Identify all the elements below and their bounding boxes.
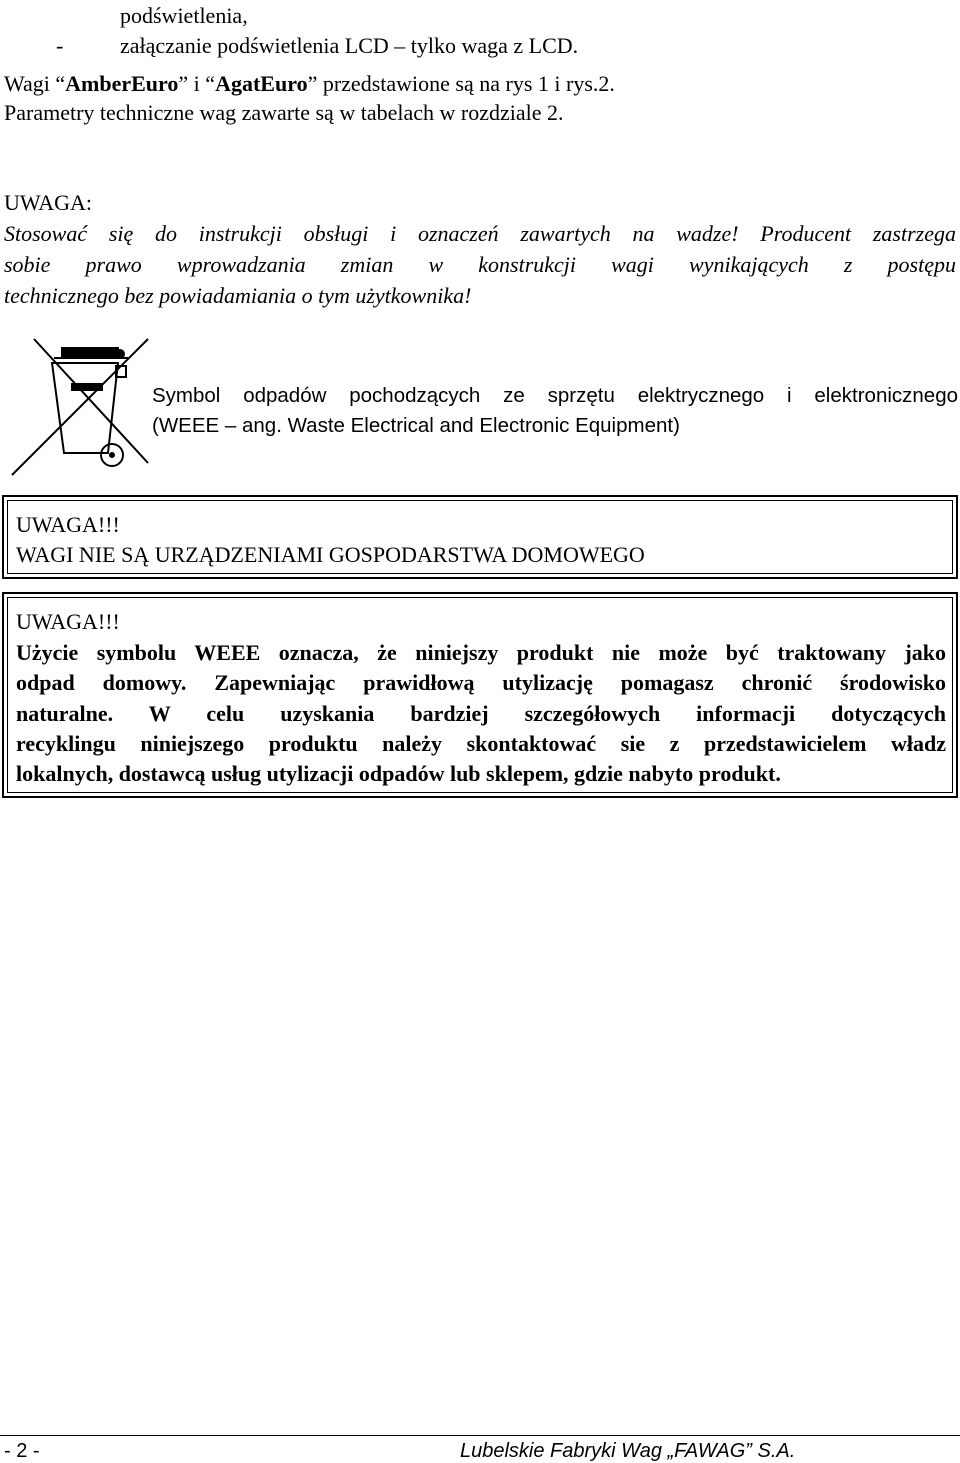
- models-prefix: Wagi “: [4, 71, 66, 96]
- footer-rule: [0, 1435, 960, 1436]
- page-number: - 2 -: [4, 1440, 40, 1462]
- models-suffix: ” przedstawione są na rys 1 i rys.2.: [307, 71, 615, 96]
- models-mid: ” i “: [178, 71, 216, 96]
- notice-box-heading: UWAGA!!!: [16, 609, 120, 634]
- notice-box-line: naturalne. W celu uzyskania bardziej szczegółowych informacji dotyczących: [16, 701, 946, 726]
- notice-box-line: recyklingu niniejszego produktu należy skontaktować sie z przedstawicielem władz: [16, 731, 946, 756]
- notice-box-line: Użycie symbolu WEEE oznacza, że niniejszy produkt nie może być traktowany jako: [16, 640, 946, 665]
- params-sentence: Parametry techniczne wag zawarte są w tabelach w rozdziale 2.: [4, 100, 564, 125]
- intro-line-1: podświetlenia,: [120, 3, 248, 28]
- warning-line: Stosować się do instrukcji obsługi i oznaczeń zawartych na wadze! Producent zastrzega: [4, 221, 956, 246]
- notice-box-text: WAGI NIE SĄ URZĄDZENIAMI GOSPODARSTWA DOMOWEGO: [16, 542, 645, 567]
- notice-box-line: lokalnych, dostawcą usług utylizacji odpadów lub sklepem, gdzie nabyto produkt.: [16, 761, 781, 786]
- notice-box-line: odpad domowy. Zapewniając prawidłową utylizację pomagasz chronić środowisko: [16, 670, 946, 695]
- weee-description-line-1: Symbol odpadów pochodzących ze sprzętu elektrycznego i elektronicznego: [152, 384, 958, 407]
- warning-heading: UWAGA:: [4, 190, 92, 215]
- weee-description-line-2: (WEEE – ang. Waste Electrical and Electronic Equipment): [152, 414, 680, 437]
- bullet-text: załączanie podświetlenia LCD – tylko waga z LCD.: [120, 33, 579, 58]
- footer-company: Lubelskie Fabryki Wag „FAWAG” S.A.: [460, 1440, 796, 1462]
- notice-box-weee: [2, 592, 958, 798]
- notice-box-heading: UWAGA!!!: [16, 512, 120, 537]
- bullet-dash: -: [56, 33, 64, 58]
- model-agat: AgatEuro: [215, 71, 308, 96]
- crossed-out-wheelie-bin-icon: [8, 335, 152, 477]
- notice-box-household: [2, 495, 958, 579]
- warning-line: technicznego bez powiadamiania o tym użytkownika!: [4, 283, 472, 308]
- model-amber: AmberEuro: [65, 71, 179, 96]
- warning-line: sobie prawo wprowadzania zmian w konstrukcji wagi wynikających z postępu: [4, 252, 956, 277]
- models-sentence: [4, 68, 615, 99]
